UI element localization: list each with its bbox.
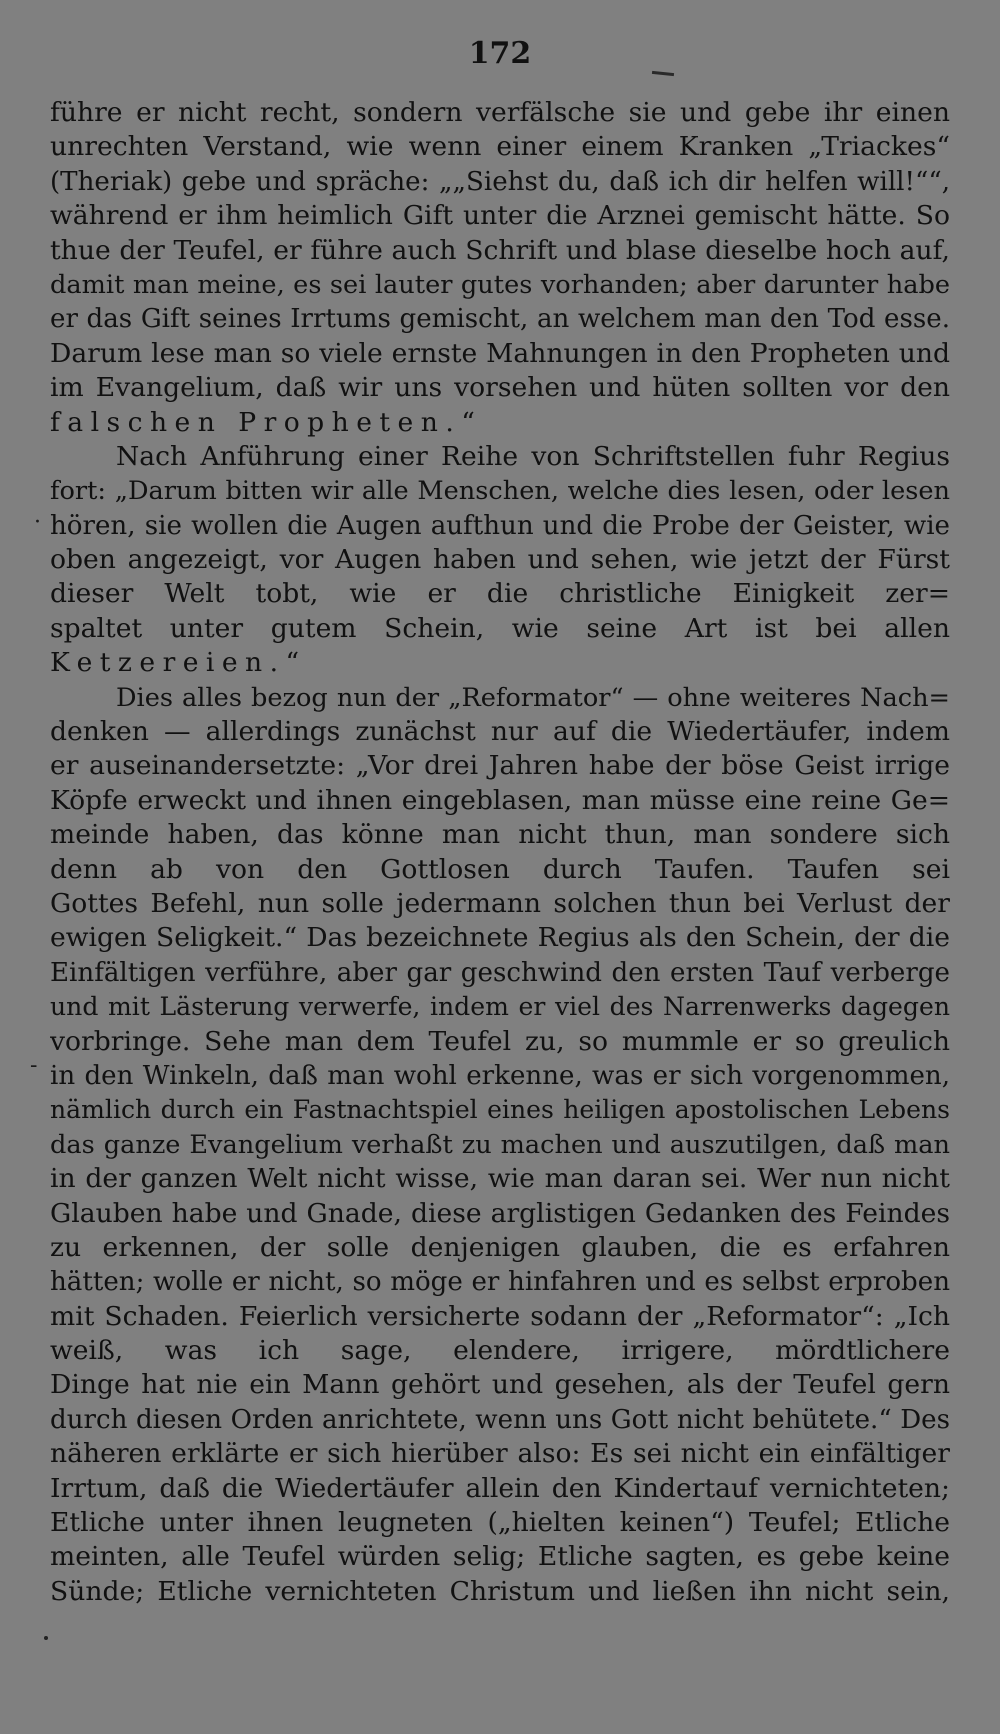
text-line: führe er nicht recht, sondern verfälsche sie und gebe ihr einen — [50, 97, 950, 128]
text-line: hätten; wolle er nicht, so möge er hinfahren und es selbst erproben — [50, 1267, 950, 1298]
text-line: dieser Welt tobt, wie er die christliche Einigkeit zer= — [50, 578, 950, 610]
text-line: Irrtum, daß die Wiedertäufer allein den Kindertauf vernichteten; — [50, 1472, 950, 1504]
text-line: unrechten Verstand, wie wenn einer einem Kranken „Triackes“ — [50, 131, 950, 163]
text-line: und mit Lästerung verwerfe, indem er viel des Narrenwerks dagegen — [50, 992, 950, 1022]
text-line: das ganze Evangelium verhaßt zu machen und auszutilgen, daß man — [50, 1129, 950, 1160]
text-line: fort: „Darum bitten wir alle Menschen, welche dies lesen, oder lesen — [50, 476, 950, 507]
text-line: in der ganzen Welt nicht wisse, wie man daran sei. Wer nun nicht — [50, 1163, 950, 1195]
text-line: er auseinandersetzte: „Vor drei Jahren habe der böse Geist irrige — [50, 750, 950, 782]
text-line-first: Dies alles bezog nun der „Reformator“ — ohne weiteres Nach= — [116, 682, 950, 713]
text-line: im Evangelium, daß wir uns vorsehen und hüten sollten vor den — [50, 372, 950, 404]
text-line: näheren erklärte er sich hierüber also: Es sei nicht ein einfältiger — [50, 1438, 950, 1470]
text-line-first: Nach Anführung einer Reihe von Schriftstellen fuhr Regius — [116, 440, 950, 472]
text-line: er das Gift seines Irrtums gemischt, an welchem man den Tod esse. — [50, 304, 950, 335]
text-line: oben angezeigt, vor Augen haben und sehen, wie jetzt der Fürst — [50, 544, 950, 576]
text-line: während er ihm heimlich Gift unter die Arznei gemischt hätte. So — [50, 200, 950, 232]
text-line: (Theriak) gebe und spräche: „„Siehst du, daß ich dir helfen will!““, — [50, 166, 950, 197]
text-line: durch diesen Orden anrichtete, wenn uns Gott nicht behütete.“ Des — [50, 1404, 950, 1435]
text-line: Glauben habe und Gnade, diese arglistigen Gedanken des Feindes — [50, 1197, 950, 1229]
text-line: vorbringe. Sehe man dem Teufel zu, so mummle er so greulich — [50, 1025, 950, 1057]
page-number-mark — [652, 71, 674, 76]
paragraph — [50, 681, 950, 1610]
text-line: Dinge hat nie ein Mann gehört und gesehen, als der Teufel gern — [50, 1369, 950, 1401]
text-line: zu erkennen, der solle denjenigen glauben, die es erfahren — [50, 1231, 950, 1263]
text-line: Gottes Befehl, nun solle jedermann solchen thun bei Verlust der — [50, 887, 950, 919]
text-line: denken — allerdings zunächst nur auf die Wiedertäufer, indem — [50, 716, 950, 748]
text-line: spaltet unter gutem Schein, wie seine Art ist bei allen — [50, 612, 950, 644]
text-line: thue der Teufel, er führe auch Schrift und blase dieselbe hoch auf, — [50, 234, 950, 266]
text-line: Darum lese man so viele ernste Mahnungen in den Propheten und — [50, 337, 950, 369]
text-line-last: Ketzereien.“ — [50, 647, 307, 679]
speck-mark — [44, 1636, 48, 1640]
paragraph — [50, 96, 950, 440]
text-line: weiß, was ich sage, elendere, irrigere, mördtlichere — [50, 1335, 950, 1367]
text-line-last: falschen Propheten.“ — [50, 406, 483, 438]
text-line: ewigen Seligkeit.“ Das bezeichnete Regius als den Schein, der die — [50, 922, 950, 954]
text-line: Einfältigen verführe, aber gar geschwind den ersten Tauf verberge — [50, 957, 950, 988]
margin-dot-mark: · — [34, 510, 41, 535]
body-text — [50, 96, 950, 1609]
text-line: in den Winkeln, daß man wohl erkenne, was er sich vorgenommen, — [50, 1060, 950, 1091]
text-line: Sünde; Etliche vernichteten Christum und ließen ihn nicht sein, — [50, 1575, 950, 1607]
margin-dash-mark: - — [30, 1053, 38, 1078]
text-line: mit Schaden. Feierlich versicherte sodann der „Reformator“: „Ich — [50, 1300, 950, 1332]
text-line: Köpfe erweckt und ihnen eingeblasen, man müsse eine reine Ge= — [50, 784, 950, 816]
text-line: meinde haben, das könne man nicht thun, man sondere sich — [50, 819, 950, 851]
text-line: damit man meine, es sei lauter gutes vorhanden; aber darunter habe — [50, 269, 950, 300]
text-line: nämlich durch ein Fastnachtspiel eines heiligen apostolischen Lebens — [50, 1095, 950, 1125]
text-line: meinten, alle Teufel würden selig; Etliche sagten, es gebe keine — [50, 1541, 950, 1573]
text-line: hören, sie wollen die Augen aufthun und die Probe der Geister, wie — [50, 510, 950, 541]
text-line: denn ab von den Gottlosen durch Taufen. Taufen sei — [50, 853, 950, 885]
paragraph — [50, 440, 950, 681]
page-number: 172 — [468, 36, 532, 71]
text-line: Etliche unter ihnen leugneten („hielten keinen“) Teufel; Etliche — [50, 1507, 950, 1539]
